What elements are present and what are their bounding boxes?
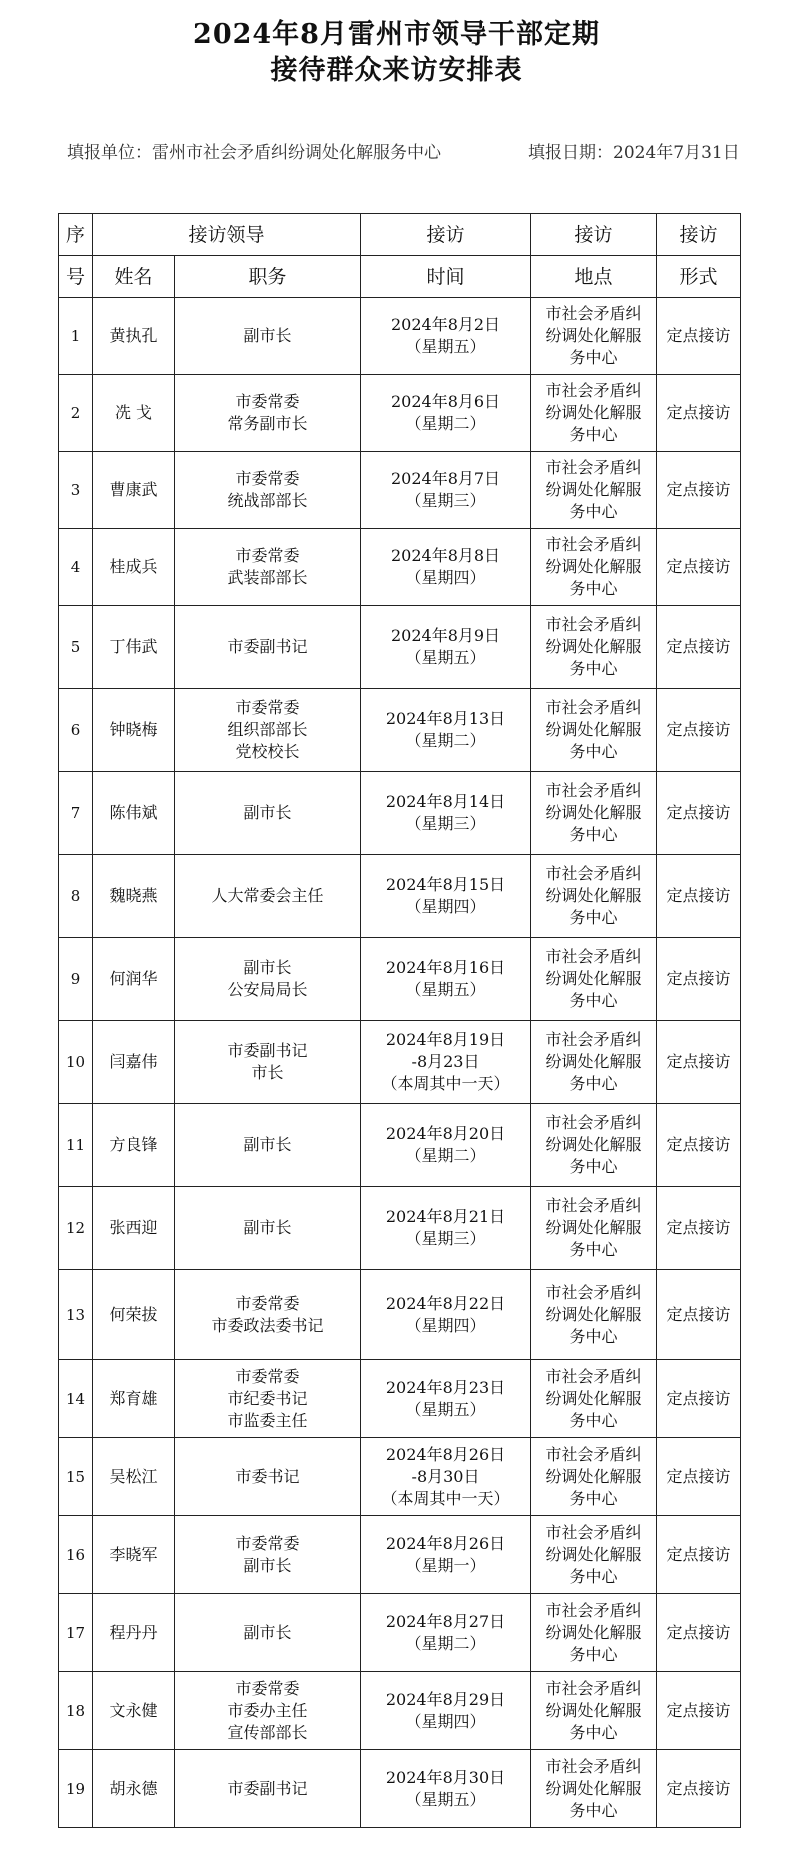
leader-position: 市委常委 市委政法委书记 xyxy=(175,1270,361,1360)
reporting-unit: 填报单位：雷州市社会矛盾纠纷调处化解服务中心 xyxy=(67,143,441,163)
visit-time: 2024年8月8日 （星期四） xyxy=(361,529,531,606)
leader-position: 市委常委 常务副市长 xyxy=(175,375,361,452)
visit-time: 2024年8月26日 （星期一） xyxy=(361,1516,531,1594)
visit-form: 定点接访 xyxy=(657,1021,741,1104)
row-number: 6 xyxy=(59,689,93,772)
table-row xyxy=(59,772,741,855)
visit-form: 定点接访 xyxy=(657,606,741,689)
visit-time: 2024年8月30日 （星期五） xyxy=(361,1750,531,1828)
visit-time: 2024年8月9日 （星期五） xyxy=(361,606,531,689)
leader-position: 副市长 xyxy=(175,1187,361,1270)
schedule-table xyxy=(58,213,741,1828)
visit-form: 定点接访 xyxy=(657,298,741,375)
visit-place: 市社会矛盾纠 纷调处化解服 务中心 xyxy=(531,375,657,452)
visit-place: 市社会矛盾纠 纷调处化解服 务中心 xyxy=(531,1104,657,1187)
row-number: 5 xyxy=(59,606,93,689)
row-number: 13 xyxy=(59,1270,93,1360)
row-number: 14 xyxy=(59,1360,93,1438)
row-number: 10 xyxy=(59,1021,93,1104)
leader-name: 桂成兵 xyxy=(93,529,175,606)
table-row xyxy=(59,606,741,689)
visit-form: 定点接访 xyxy=(657,689,741,772)
visit-time: 2024年8月21日 （星期三） xyxy=(361,1187,531,1270)
table-row xyxy=(59,1516,741,1594)
leader-position: 副市长 xyxy=(175,772,361,855)
table-row xyxy=(59,1438,741,1516)
leader-position: 市委常委 副市长 xyxy=(175,1516,361,1594)
leader-name: 陈伟斌 xyxy=(93,772,175,855)
visit-place: 市社会矛盾纠 纷调处化解服 务中心 xyxy=(531,298,657,375)
leader-position: 市委常委 组织部部长 党校校长 xyxy=(175,689,361,772)
table-row xyxy=(59,855,741,938)
row-number: 7 xyxy=(59,772,93,855)
page-title-line2: 接待群众来访安排表 xyxy=(270,55,523,86)
leader-name: 程丹丹 xyxy=(93,1594,175,1672)
leader-position: 市委常委 市纪委书记 市监委主任 xyxy=(175,1360,361,1438)
row-number: 11 xyxy=(59,1104,93,1187)
visit-form: 定点接访 xyxy=(657,452,741,529)
leader-name: 方良锋 xyxy=(93,1104,175,1187)
visit-time: 2024年8月29日 （星期四） xyxy=(361,1672,531,1750)
leader-position: 副市长 xyxy=(175,298,361,375)
leader-position: 市委副书记 市长 xyxy=(175,1021,361,1104)
row-number: 2 xyxy=(59,375,93,452)
visit-time: 2024年8月27日 （星期二） xyxy=(361,1594,531,1672)
table-row xyxy=(59,938,741,1021)
visit-form: 定点接访 xyxy=(657,529,741,606)
visit-place: 市社会矛盾纠 纷调处化解服 务中心 xyxy=(531,1594,657,1672)
visit-place: 市社会矛盾纠 纷调处化解服 务中心 xyxy=(531,529,657,606)
leader-position: 市委常委 统战部部长 xyxy=(175,452,361,529)
table-row xyxy=(59,452,741,529)
row-number: 17 xyxy=(59,1594,93,1672)
leader-position: 副市长 xyxy=(175,1594,361,1672)
visit-form: 定点接访 xyxy=(657,1516,741,1594)
leader-name: 吴松江 xyxy=(93,1438,175,1516)
leader-name: 曹康武 xyxy=(93,452,175,529)
visit-time: 2024年8月22日 （星期四） xyxy=(361,1270,531,1360)
leader-position: 人大常委会主任 xyxy=(175,855,361,938)
table-row xyxy=(59,375,741,452)
header-form-bottom: 形式 xyxy=(657,256,741,298)
visit-place: 市社会矛盾纠 纷调处化解服 务中心 xyxy=(531,689,657,772)
leader-name: 钟晓梅 xyxy=(93,689,175,772)
header-time-top: 接访 xyxy=(361,214,531,256)
page-title-line1: 2024年8月雷州市领导干部定期 xyxy=(193,19,600,50)
leader-position: 市委书记 xyxy=(175,1438,361,1516)
visit-place: 市社会矛盾纠 纷调处化解服 务中心 xyxy=(531,452,657,529)
leader-name: 丁伟武 xyxy=(93,606,175,689)
table-row xyxy=(59,1594,741,1672)
row-number: 18 xyxy=(59,1672,93,1750)
row-number: 19 xyxy=(59,1750,93,1828)
visit-time: 2024年8月16日 （星期五） xyxy=(361,938,531,1021)
leader-name: 黄执孔 xyxy=(93,298,175,375)
header-position: 职务 xyxy=(175,256,361,298)
visit-place: 市社会矛盾纠 纷调处化解服 务中心 xyxy=(531,1270,657,1360)
header-row-top xyxy=(59,214,741,256)
header-seq-bottom: 号 xyxy=(59,256,93,298)
visit-form: 定点接访 xyxy=(657,1672,741,1750)
visit-form: 定点接访 xyxy=(657,938,741,1021)
visit-place: 市社会矛盾纠 纷调处化解服 务中心 xyxy=(531,1187,657,1270)
visit-form: 定点接访 xyxy=(657,1187,741,1270)
table-row xyxy=(59,298,741,375)
visit-form: 定点接访 xyxy=(657,1360,741,1438)
table-row xyxy=(59,1750,741,1828)
visit-time: 2024年8月19日 -8月23日 （本周其中一天） xyxy=(361,1021,531,1104)
row-number: 1 xyxy=(59,298,93,375)
visit-time: 2024年8月7日 （星期三） xyxy=(361,452,531,529)
header-form-top: 接访 xyxy=(657,214,741,256)
row-number: 16 xyxy=(59,1516,93,1594)
visit-form: 定点接访 xyxy=(657,1594,741,1672)
visit-place: 市社会矛盾纠 纷调处化解服 务中心 xyxy=(531,1021,657,1104)
visit-time: 2024年8月20日 （星期二） xyxy=(361,1104,531,1187)
visit-form: 定点接访 xyxy=(657,1750,741,1828)
header-leader: 接访领导 xyxy=(93,214,361,256)
leader-position: 市委常委 武装部部长 xyxy=(175,529,361,606)
leader-name: 李晓军 xyxy=(93,1516,175,1594)
visit-place: 市社会矛盾纠 纷调处化解服 务中心 xyxy=(531,1438,657,1516)
visit-place: 市社会矛盾纠 纷调处化解服 务中心 xyxy=(531,1750,657,1828)
table-row xyxy=(59,1187,741,1270)
visit-time: 2024年8月6日 （星期二） xyxy=(361,375,531,452)
visit-place: 市社会矛盾纠 纷调处化解服 务中心 xyxy=(531,1672,657,1750)
leader-name: 张西迎 xyxy=(93,1187,175,1270)
row-number: 12 xyxy=(59,1187,93,1270)
header-seq-top: 序 xyxy=(59,214,93,256)
leader-name: 胡永德 xyxy=(93,1750,175,1828)
leader-name: 魏晓燕 xyxy=(93,855,175,938)
table-row xyxy=(59,1270,741,1360)
visit-place: 市社会矛盾纠 纷调处化解服 务中心 xyxy=(531,606,657,689)
reporting-date: 填报日期：2024年7月31日 xyxy=(528,143,740,163)
leader-position: 市委副书记 xyxy=(175,1750,361,1828)
leader-position: 副市长 xyxy=(175,1104,361,1187)
row-number: 3 xyxy=(59,452,93,529)
visit-form: 定点接访 xyxy=(657,772,741,855)
leader-position: 市委常委 市委办主任 宣传部部长 xyxy=(175,1672,361,1750)
row-number: 8 xyxy=(59,855,93,938)
leader-name: 何荣拔 xyxy=(93,1270,175,1360)
table-row xyxy=(59,689,741,772)
visit-time: 2024年8月13日 （星期二） xyxy=(361,689,531,772)
header-name: 姓名 xyxy=(93,256,175,298)
visit-form: 定点接访 xyxy=(657,1270,741,1360)
header-place-top: 接访 xyxy=(531,214,657,256)
visit-place: 市社会矛盾纠 纷调处化解服 务中心 xyxy=(531,772,657,855)
row-number: 4 xyxy=(59,529,93,606)
visit-place: 市社会矛盾纠 纷调处化解服 务中心 xyxy=(531,938,657,1021)
leader-position: 副市长 公安局局长 xyxy=(175,938,361,1021)
visit-time: 2024年8月23日 （星期五） xyxy=(361,1360,531,1438)
visit-place: 市社会矛盾纠 纷调处化解服 务中心 xyxy=(531,1516,657,1594)
header-row-bottom xyxy=(59,256,741,298)
leader-name: 闫嘉伟 xyxy=(93,1021,175,1104)
leader-name: 郑育雄 xyxy=(93,1360,175,1438)
leader-name: 冼 戈 xyxy=(93,375,175,452)
visit-time: 2024年8月2日 （星期五） xyxy=(361,298,531,375)
table-row xyxy=(59,1021,741,1104)
visit-time: 2024年8月26日 -8月30日 （本周其中一天） xyxy=(361,1438,531,1516)
visit-place: 市社会矛盾纠 纷调处化解服 务中心 xyxy=(531,855,657,938)
visit-place: 市社会矛盾纠 纷调处化解服 务中心 xyxy=(531,1360,657,1438)
visit-form: 定点接访 xyxy=(657,1104,741,1187)
visit-time: 2024年8月15日 （星期四） xyxy=(361,855,531,938)
visit-time: 2024年8月14日 （星期三） xyxy=(361,772,531,855)
visit-form: 定点接访 xyxy=(657,1438,741,1516)
leader-name: 何润华 xyxy=(93,938,175,1021)
leader-position: 市委副书记 xyxy=(175,606,361,689)
visit-form: 定点接访 xyxy=(657,375,741,452)
visit-form: 定点接访 xyxy=(657,855,741,938)
row-number: 9 xyxy=(59,938,93,1021)
leader-name: 文永健 xyxy=(93,1672,175,1750)
table-row xyxy=(59,1672,741,1750)
table-row xyxy=(59,1360,741,1438)
table-row xyxy=(59,1104,741,1187)
table-row xyxy=(59,529,741,606)
header-time-bottom: 时间 xyxy=(361,256,531,298)
row-number: 15 xyxy=(59,1438,93,1516)
schedule-body xyxy=(59,298,741,1828)
header-place-bottom: 地点 xyxy=(531,256,657,298)
